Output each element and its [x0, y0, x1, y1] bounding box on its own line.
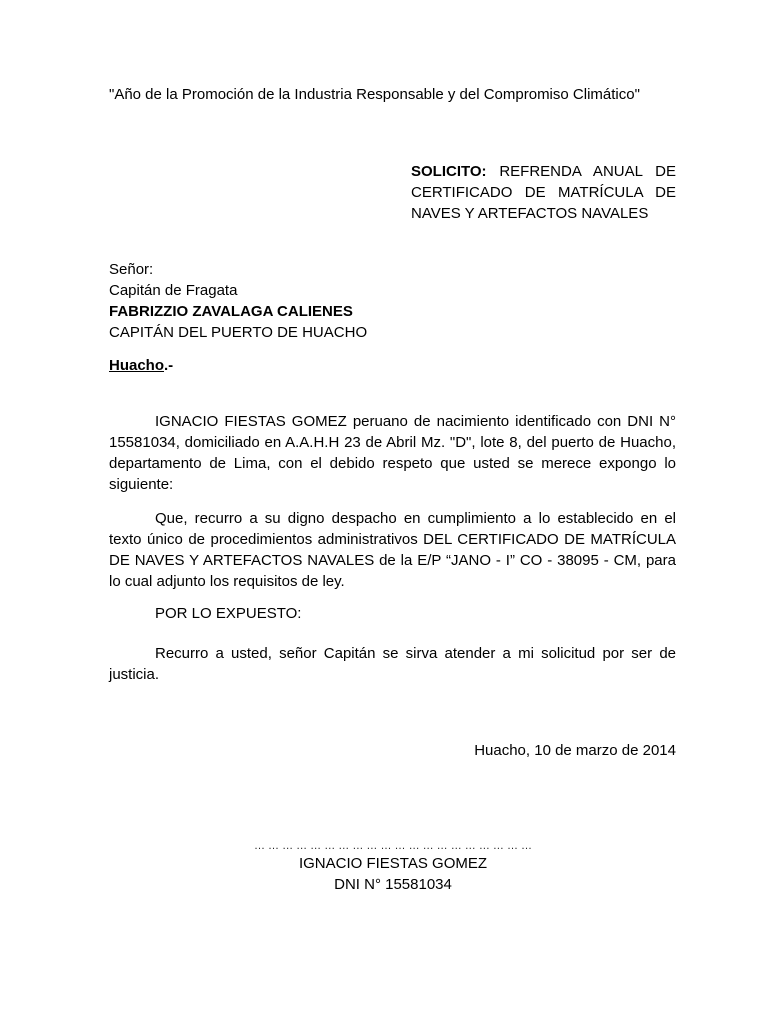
subject-line-3: NAVES Y ARTEFACTOS NAVALES [411, 205, 649, 222]
signature-block [200, 839, 586, 895]
addressee-title: CAPITÁN DEL PUERTO DE HUACHO [109, 324, 368, 341]
body-paragraph-3: POR LO EXPUESTO: [155, 605, 302, 622]
signature-line: … … … … … … … … … … … … … … … … … … … … [253, 840, 533, 852]
body-paragraph-1: IGNACIO FIESTAS GOMEZ peruano de nacimiento identificado con DNI N° 15581034, domiciliado en A.A.H.H 23 de Abril Mz. "D", lote 8, del puerto de Huacho, departamento de Lima, con el debido respeto que usted se merece expongo lo siguiente: [109, 413, 676, 493]
subject-block [411, 161, 676, 224]
signer-name: IGNACIO FIESTAS GOMEZ [298, 855, 488, 872]
subject-line-1 [411, 161, 676, 182]
signer-dni: DNI N° 15581034 [334, 876, 452, 893]
addressee-rank: Capitán de Fragata [109, 282, 238, 299]
city-suffix: .- [164, 357, 174, 374]
date-line: Huacho, 10 de marzo de 2014 [474, 742, 676, 759]
subject-text-1: REFRENDA ANUAL DE [499, 163, 676, 180]
subject-label: SOLICITO: [411, 163, 487, 180]
subject-line-2: CERTIFICADO DE MATRÍCULA DE [411, 184, 676, 201]
addressee-name: FABRIZZIO ZAVALAGA CALIENES [109, 303, 353, 320]
year-motto: "Año de la Promoción de la Industria Responsable y del Compromiso Climático" [109, 86, 640, 103]
body-paragraph-4: Recurro a usted, señor Capitán se sirva atender a mi solicitud por ser de justicia. [109, 645, 676, 683]
city-name: Huacho [109, 357, 165, 374]
addressee-block [109, 259, 676, 343]
city-heading [109, 355, 676, 376]
salutation: Señor: [109, 261, 154, 278]
body-paragraph-2: Que, recurro a su digno despacho en cumplimiento a lo establecido en el texto único de procedimientos administrativos DEL CERTIFICADO DE MATRÍCULA DE NAVES Y ARTEFACTOS NAVALES de la E/P “JANO - I” CO - 38095 - CM, para lo cual adjunto los requisitos de ley. [109, 510, 676, 590]
